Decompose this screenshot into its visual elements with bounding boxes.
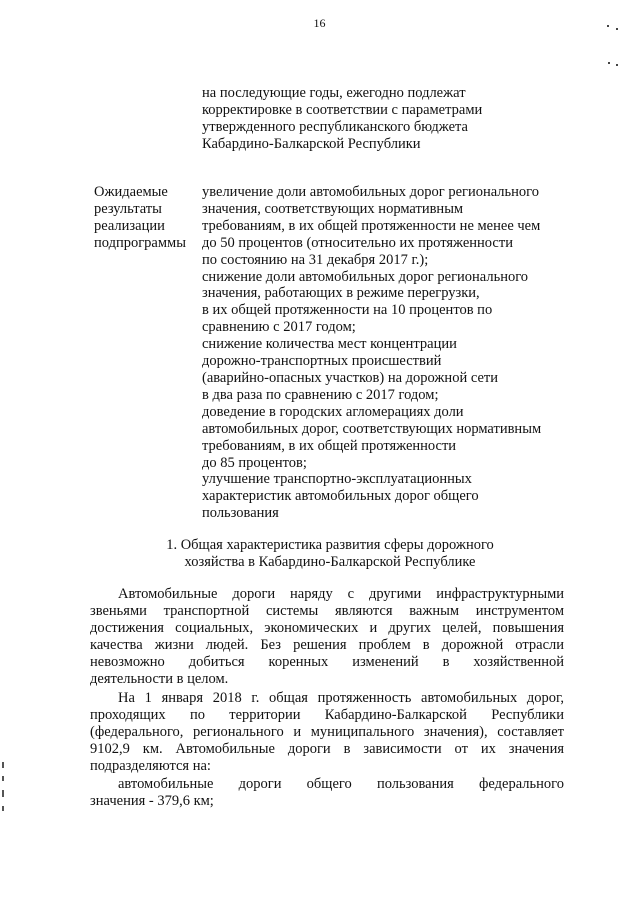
paragraph-federal-roads [90,776,564,810]
result-line: снижение доли автомобильных дорог регионального [202,268,529,285]
paragraph-line: 9102,9 км. Автомобильные дороги в зависимости от их значения [90,741,564,757]
paragraph-roads-importance [90,586,564,688]
result-line: улучшение транспортно-эксплуатационных [202,471,472,488]
result-line: требованиям, в их общей протяженности [202,437,457,454]
label-line: подпрограммы [94,234,186,251]
result-line: до 85 процентов; [202,454,307,471]
label-line: результаты [94,200,162,217]
paragraph-road-length [90,690,564,775]
paragraph-line: проходящих по территории Кабардино-Балкарской Республики [90,707,564,723]
result-line: значения, соответствующих нормативным [202,200,464,217]
result-line: сравнению с 2017 годом; [202,319,356,336]
paragraph-line: На 1 января 2018 г. общая протяженность автомобильных дорог, [118,690,564,706]
result-line: доведение в городских агломерациях доли [202,403,464,420]
result-line: по состоянию на 31 декабря 2017 г.); [202,251,429,268]
result-line: (аварийно-опасных участков) на дорожной сети [202,369,498,386]
result-line: до 50 процентов (относительно их протяженности [202,234,513,251]
result-line: в их общей протяженности на 10 процентов по [202,302,493,319]
paragraph-line: достижения социальных, экономических и других целей, повышения [90,620,564,636]
section-heading [90,537,570,571]
paragraph-line: (федерального, регионального и муниципального значения), составляет [90,724,564,740]
result-line: увеличение доли автомобильных дорог регионального [202,184,539,200]
label-line: Ожидаемые [94,184,168,200]
result-line: характеристик автомобильных дорог общего [202,488,479,505]
results-label [94,184,204,252]
result-line: значения, работающих в режиме перегрузки, [202,285,480,302]
result-line: автомобильных дорог, соответствующих нормативным [202,420,542,437]
paragraph-line: звеньями транспортной системы являются важным инструментом [90,603,564,619]
intro-continuation [202,85,582,153]
intro-line: корректировке в соответствии с параметрами [202,101,483,118]
paragraph-line: значения - 379,6 км; [90,793,214,809]
result-line: требованиям, в их общей протяженности не менее чем [202,217,541,234]
results-text [202,184,582,522]
intro-line: утвержденного республиканского бюджета [202,118,468,135]
paragraph-line: деятельности в целом. [90,671,229,687]
paragraph-line: Автомобильные дороги наряду с другими инфраструктурными [118,586,564,602]
paragraph-line: невозможно добиться коренных изменений в хозяйственной [90,654,564,670]
paragraph-line: автомобильные дороги общего пользования федерального [118,776,564,792]
heading-line: хозяйства в Кабардино-Балкарской Республике [184,554,476,570]
result-line: дорожно-транспортных происшествий [202,353,442,370]
paragraph-line: качества жизни людей. Без решения проблем в дорожной отрасли [90,637,564,653]
margin-marks [0,760,6,820]
paragraph-line: подразделяются на: [90,758,211,774]
result-line: снижение количества мест концентрации [202,336,457,353]
intro-line: на последующие годы, ежегодно подлежат [202,85,466,101]
result-line: в два раза по сравнению с 2017 годом; [202,386,439,403]
result-line: пользования [202,505,279,522]
heading-line: 1. Общая характеристика развития сферы дорожного [166,537,494,553]
page-number: 16 [313,16,326,30]
scan-marks [606,20,626,68]
intro-line: Кабардино-Балкарской Республики [202,135,421,152]
label-line: реализации [94,217,165,234]
